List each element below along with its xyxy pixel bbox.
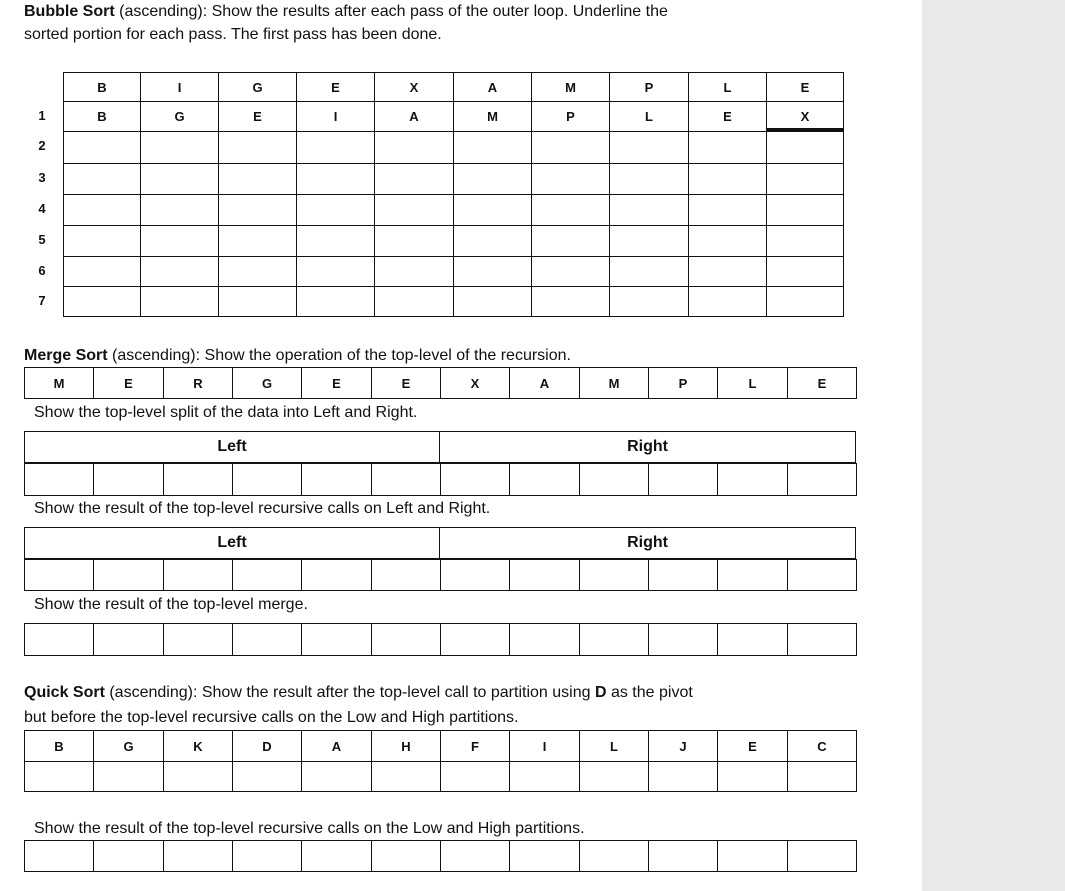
answer-cell xyxy=(24,463,94,496)
bubble-pass-cell xyxy=(766,225,844,257)
bubble-pass-cell xyxy=(374,256,454,287)
bubble-pass-cell xyxy=(609,194,689,226)
answer-cell xyxy=(440,559,510,591)
answer-cell xyxy=(717,559,788,591)
answer-cell xyxy=(163,463,233,496)
split-left-header: Left xyxy=(24,431,440,463)
bubble-pass-cell xyxy=(609,286,689,317)
merge-input-cell: E xyxy=(371,367,441,399)
merge-input-cell: E xyxy=(787,367,857,399)
bubble-pass-cell xyxy=(296,163,375,195)
bubble-pass-cell xyxy=(218,256,297,287)
bubble-initial-cell: E xyxy=(766,72,844,102)
bubble-pass-cell xyxy=(374,225,454,257)
bubble-pass-cell xyxy=(609,163,689,195)
answer-cell xyxy=(93,463,164,496)
answer-cell xyxy=(232,761,302,792)
bubble-pass-cell xyxy=(531,163,610,195)
quick-input-cell: A xyxy=(301,730,372,762)
answer-cell xyxy=(24,761,94,792)
bubble-pass-cell: E xyxy=(218,101,297,132)
answer-cell xyxy=(232,463,302,496)
bubble-initial-cell: B xyxy=(63,72,141,102)
merge-recursive-prompt: Show the result of the top-level recursive calls on Left and Right. xyxy=(34,500,491,517)
bubble-pass-cell xyxy=(140,163,219,195)
answer-cell xyxy=(24,559,94,591)
quick-input-cell: F xyxy=(440,730,510,762)
bubble-pass-cell: P xyxy=(531,101,610,132)
bubble-pass-cell xyxy=(688,163,767,195)
quick-input-cell: I xyxy=(509,730,580,762)
bubble-pass-cell xyxy=(374,286,454,317)
bubble-pass-cell xyxy=(218,194,297,226)
bubble-pass-cell xyxy=(63,194,141,226)
answer-cell xyxy=(440,463,510,496)
quick-input-cell: L xyxy=(579,730,649,762)
answer-cell xyxy=(579,623,649,656)
bubble-pass-cell xyxy=(766,256,844,287)
answer-cell xyxy=(648,623,718,656)
answer-cell xyxy=(371,623,441,656)
bubble-pass-cell xyxy=(296,256,375,287)
answer-cell xyxy=(301,559,372,591)
bubble-pass-cell xyxy=(296,194,375,226)
recursive-left-header: Left xyxy=(24,527,440,559)
answer-cell xyxy=(163,840,233,872)
bubble-pass-cell xyxy=(374,163,454,195)
bubble-pass-cell: X xyxy=(766,101,844,132)
answer-cell xyxy=(509,623,580,656)
quick-input-cell: H xyxy=(371,730,441,762)
bubble-pass-cell xyxy=(218,131,297,164)
answer-cell xyxy=(787,463,857,496)
bubble-pass-cell xyxy=(63,131,141,164)
bubble-pass-cell xyxy=(453,194,532,226)
answer-cell xyxy=(787,761,857,792)
bubble-pass-cell xyxy=(531,225,610,257)
bubble-pass-cell xyxy=(688,225,767,257)
bubble-pass-cell xyxy=(140,194,219,226)
bubble-pass-cell xyxy=(766,163,844,195)
bubble-pass-cell xyxy=(453,256,532,287)
merge-input-cell: A xyxy=(509,367,580,399)
bubble-pass-cell xyxy=(63,286,141,317)
bubble-pass-cell xyxy=(140,286,219,317)
recursive-right-header: Right xyxy=(439,527,856,559)
answer-cell xyxy=(232,559,302,591)
answer-cell xyxy=(371,840,441,872)
bubble-pass-cell xyxy=(374,194,454,226)
bubble-pass-cell xyxy=(766,194,844,226)
answer-cell xyxy=(440,840,510,872)
answer-cell xyxy=(648,559,718,591)
answer-cell xyxy=(232,840,302,872)
merge-input-cell: M xyxy=(24,367,94,399)
bubble-pass-cell xyxy=(609,256,689,287)
bubble-pass-cell xyxy=(63,256,141,287)
bubble-pass-cell xyxy=(296,286,375,317)
bubble-pass-cell xyxy=(453,131,532,164)
page-margin-background xyxy=(922,0,1065,891)
bubble-pass-cell xyxy=(140,131,219,164)
pass-number-label: 5 xyxy=(38,232,46,247)
bubble-pass-cell xyxy=(218,225,297,257)
pass-number-label: 6 xyxy=(38,263,46,278)
bubble-initial-cell: X xyxy=(374,72,454,102)
pass-number-label: 7 xyxy=(38,293,46,308)
answer-cell xyxy=(717,463,788,496)
bubble-title-line1: Bubble Sort (ascending): Show the results after each pass of the outer loop. Underline the xyxy=(24,3,668,20)
answer-cell xyxy=(787,559,857,591)
merge-input-cell: L xyxy=(717,367,788,399)
pass-number-label: 4 xyxy=(38,201,46,216)
bubble-initial-cell: L xyxy=(688,72,767,102)
answer-cell xyxy=(301,463,372,496)
bubble-pass-cell xyxy=(453,225,532,257)
bubble-pass-cell xyxy=(531,131,610,164)
answer-cell xyxy=(717,761,788,792)
answer-cell xyxy=(301,623,372,656)
merge-result-prompt: Show the result of the top-level merge. xyxy=(34,596,308,613)
bubble-pass-cell xyxy=(218,286,297,317)
split-right-header: Right xyxy=(439,431,856,463)
quick-input-cell: D xyxy=(232,730,302,762)
answer-cell xyxy=(163,623,233,656)
answer-cell xyxy=(24,623,94,656)
quick-input-cell: J xyxy=(648,730,718,762)
answer-cell xyxy=(579,840,649,872)
quick-title-line1: Quick Sort (ascending): Show the result after the top-level call to partition using D as the pivot xyxy=(24,684,693,701)
merge-split-prompt: Show the top-level split of the data into Left and Right. xyxy=(34,404,418,421)
bubble-pass-cell xyxy=(766,286,844,317)
merge-input-cell: R xyxy=(163,367,233,399)
answer-cell xyxy=(787,623,857,656)
bubble-initial-cell: A xyxy=(453,72,532,102)
answer-cell xyxy=(787,840,857,872)
merge-input-cell: X xyxy=(440,367,510,399)
bubble-pass-cell: M xyxy=(453,101,532,132)
bubble-pass-cell xyxy=(531,194,610,226)
answer-cell xyxy=(648,761,718,792)
merge-input-cell: G xyxy=(232,367,302,399)
bubble-pass-cell xyxy=(688,256,767,287)
bubble-initial-cell: I xyxy=(140,72,219,102)
bubble-initial-cell: E xyxy=(296,72,375,102)
bubble-pass-cell xyxy=(688,286,767,317)
quick-recursive-prompt: Show the result of the top-level recursive calls on the Low and High partitions. xyxy=(34,820,585,837)
bubble-pass-cell: L xyxy=(609,101,689,132)
bubble-pass-cell xyxy=(531,256,610,287)
bubble-pass-cell xyxy=(766,131,844,164)
sorted-portion-underline xyxy=(766,128,844,131)
bubble-pass-cell xyxy=(140,225,219,257)
answer-cell xyxy=(301,840,372,872)
answer-cell xyxy=(717,623,788,656)
answer-cell xyxy=(509,840,580,872)
bubble-pass-cell xyxy=(63,163,141,195)
bubble-pass-cell: I xyxy=(296,101,375,132)
answer-cell xyxy=(93,761,164,792)
pass-number-label: 1 xyxy=(38,108,46,123)
answer-cell xyxy=(440,761,510,792)
answer-cell xyxy=(232,623,302,656)
answer-cell xyxy=(24,840,94,872)
bubble-pass-cell: E xyxy=(688,101,767,132)
bubble-pass-cell xyxy=(453,286,532,317)
bubble-initial-cell: G xyxy=(218,72,297,102)
bubble-pass-cell xyxy=(296,225,375,257)
bubble-pass-cell xyxy=(609,225,689,257)
bubble-pass-cell xyxy=(296,131,375,164)
merge-input-cell: M xyxy=(579,367,649,399)
bubble-pass-cell xyxy=(63,225,141,257)
pass-number-label: 3 xyxy=(38,170,46,185)
answer-cell xyxy=(371,761,441,792)
bubble-pass-cell xyxy=(453,163,532,195)
merge-input-cell: P xyxy=(648,367,718,399)
answer-cell xyxy=(579,761,649,792)
answer-cell xyxy=(648,840,718,872)
answer-cell xyxy=(163,761,233,792)
answer-cell xyxy=(93,840,164,872)
quick-input-cell: B xyxy=(24,730,94,762)
bubble-pass-cell xyxy=(609,131,689,164)
answer-cell xyxy=(440,623,510,656)
answer-cell xyxy=(648,463,718,496)
answer-cell xyxy=(371,463,441,496)
bubble-pass-cell xyxy=(688,194,767,226)
bubble-initial-cell: M xyxy=(531,72,610,102)
quick-input-cell: K xyxy=(163,730,233,762)
answer-cell xyxy=(93,559,164,591)
quick-input-cell: E xyxy=(717,730,788,762)
pass-number-label: 2 xyxy=(38,138,46,153)
bubble-pass-cell: A xyxy=(374,101,454,132)
answer-cell xyxy=(579,559,649,591)
quick-input-cell: G xyxy=(93,730,164,762)
answer-cell xyxy=(163,559,233,591)
answer-cell xyxy=(93,623,164,656)
answer-cell xyxy=(579,463,649,496)
bubble-pass-cell xyxy=(218,163,297,195)
bubble-pass-cell: G xyxy=(140,101,219,132)
quick-title-line2: but before the top-level recursive calls on the Low and High partitions. xyxy=(24,709,519,726)
bubble-pass-cell: B xyxy=(63,101,141,132)
answer-cell xyxy=(509,559,580,591)
quick-input-cell: C xyxy=(787,730,857,762)
merge-title: Merge Sort (ascending): Show the operation of the top-level of the recursion. xyxy=(24,347,571,364)
answer-cell xyxy=(717,840,788,872)
bubble-pass-cell xyxy=(140,256,219,287)
bubble-pass-cell xyxy=(688,131,767,164)
answer-cell xyxy=(509,761,580,792)
bubble-title-line2: sorted portion for each pass. The first pass has been done. xyxy=(24,26,442,43)
merge-input-cell: E xyxy=(301,367,372,399)
bubble-pass-cell xyxy=(374,131,454,164)
answer-cell xyxy=(509,463,580,496)
bubble-initial-cell: P xyxy=(609,72,689,102)
merge-input-cell: E xyxy=(93,367,164,399)
bubble-pass-cell xyxy=(531,286,610,317)
answer-cell xyxy=(301,761,372,792)
answer-cell xyxy=(371,559,441,591)
